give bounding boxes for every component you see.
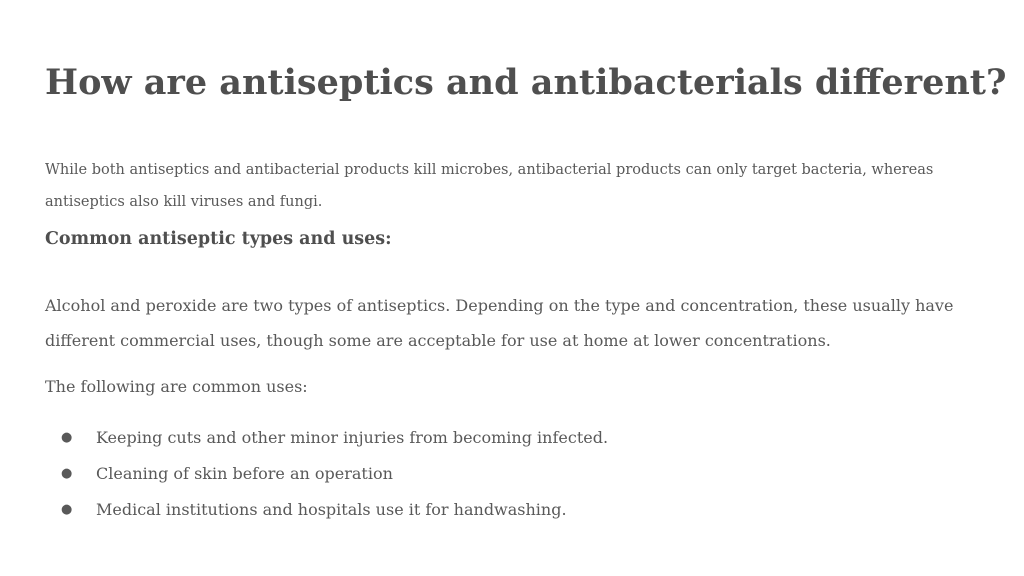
list-item-text: Keeping cuts and other minor injuries from becoming infected. — [96, 427, 609, 447]
slide-title: How are antiseptics and antibacterials different? — [45, 62, 1007, 103]
list-item — [45, 491, 608, 527]
section-heading: Common antiseptic types and uses: — [45, 229, 392, 249]
bullet-icon: ● — [61, 501, 73, 517]
body-paragraph: Alcohol and peroxide are two types of antiseptics. Depending on the type and concentration, these usually have different commercial uses, though some are acceptable for use at home at lower concentrations. — [45, 296, 954, 350]
list-item — [45, 419, 608, 455]
list-item-text: Cleaning of skin before an operation — [96, 463, 393, 483]
bullet-icon: ● — [61, 465, 73, 481]
list-intro: The following are common uses: — [45, 377, 308, 396]
uses-list — [45, 419, 608, 527]
list-item — [45, 455, 608, 491]
list-item-text: Medical institutions and hospitals use it for handwashing. — [96, 499, 567, 519]
bullet-icon: ● — [61, 429, 73, 445]
intro-paragraph: While both antiseptics and antibacterial products kill microbes, antibacterial products can only target bacteria, whereas antiseptics also kill viruses and fungi. — [45, 162, 934, 210]
